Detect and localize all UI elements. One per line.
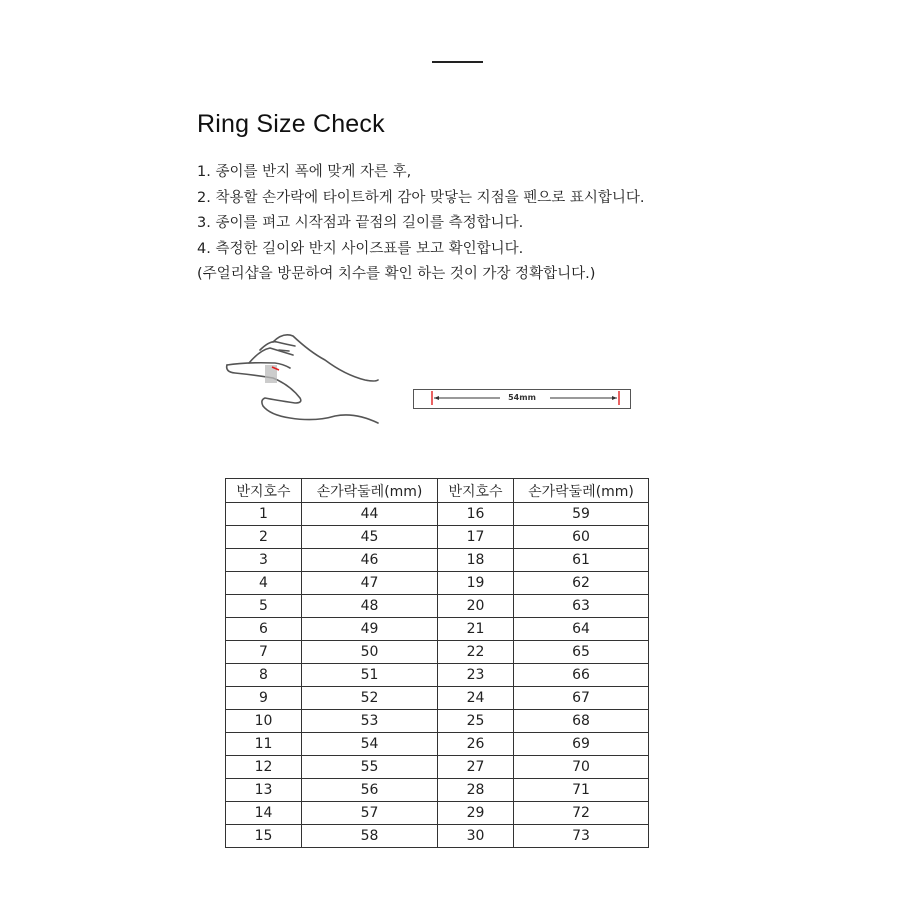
ring-size-cell: 16 xyxy=(438,503,514,526)
table-row xyxy=(226,687,649,710)
table-row xyxy=(226,825,649,848)
ring-size-cell: 10 xyxy=(226,710,302,733)
top-divider xyxy=(432,61,483,63)
ring-size-cell: 12 xyxy=(226,756,302,779)
circumference-cell: 69 xyxy=(514,733,649,756)
table-row xyxy=(226,595,649,618)
instruction-list xyxy=(197,160,645,288)
ring-size-cell: 9 xyxy=(226,687,302,710)
circumference-cell: 72 xyxy=(514,802,649,825)
instruction-note: (주얼리샵을 방문하여 치수를 확인 하는 것이 가장 정확합니다.) xyxy=(197,266,596,283)
circumference-cell: 73 xyxy=(514,825,649,848)
header-ring-size-1: 반지호수 xyxy=(226,479,302,503)
circumference-cell: 63 xyxy=(514,595,649,618)
ring-size-cell: 11 xyxy=(226,733,302,756)
ring-size-cell: 28 xyxy=(438,779,514,802)
circumference-cell: 58 xyxy=(302,825,438,848)
circumference-cell: 57 xyxy=(302,802,438,825)
ring-size-cell: 21 xyxy=(438,618,514,641)
table-row xyxy=(226,526,649,549)
ring-size-cell: 27 xyxy=(438,756,514,779)
ring-size-cell: 18 xyxy=(438,549,514,572)
ring-size-cell: 14 xyxy=(226,802,302,825)
table-header-row xyxy=(226,479,649,503)
ring-size-cell: 7 xyxy=(226,641,302,664)
circumference-cell: 55 xyxy=(302,756,438,779)
circumference-cell: 61 xyxy=(514,549,649,572)
instruction-step-2: 2. 착용할 손가락에 타이트하게 감아 맞닿는 지점을 펜으로 표시합니다. xyxy=(197,189,645,206)
ring-size-table xyxy=(225,478,649,848)
circumference-cell: 59 xyxy=(514,503,649,526)
table-row xyxy=(226,618,649,641)
ring-size-cell: 29 xyxy=(438,802,514,825)
ring-size-cell: 17 xyxy=(438,526,514,549)
ring-size-cell: 15 xyxy=(226,825,302,848)
table-row xyxy=(226,572,649,595)
instruction-step-4: 4. 측정한 길이와 반지 사이즈표를 보고 확인합니다. xyxy=(197,240,524,257)
circumference-cell: 67 xyxy=(514,687,649,710)
header-circumference-1: 손가락둘레(mm) xyxy=(302,479,438,503)
ring-size-cell: 23 xyxy=(438,664,514,687)
table-row xyxy=(226,641,649,664)
circumference-cell: 68 xyxy=(514,710,649,733)
ring-size-cell: 20 xyxy=(438,595,514,618)
header-ring-size-2: 반지호수 xyxy=(438,479,514,503)
ring-size-cell: 6 xyxy=(226,618,302,641)
instruction-step-1: 1. 종이를 반지 폭에 맞게 자른 후, xyxy=(197,164,412,180)
ring-size-cell: 4 xyxy=(226,572,302,595)
circumference-cell: 56 xyxy=(302,779,438,802)
table-row xyxy=(226,779,649,802)
ring-size-cell: 26 xyxy=(438,733,514,756)
circumference-cell: 60 xyxy=(514,526,649,549)
ring-size-cell: 1 xyxy=(226,503,302,526)
circumference-cell: 62 xyxy=(514,572,649,595)
ring-size-cell: 30 xyxy=(438,825,514,848)
table-row xyxy=(226,756,649,779)
circumference-cell: 66 xyxy=(514,664,649,687)
circumference-cell: 46 xyxy=(302,549,438,572)
table-row xyxy=(226,710,649,733)
circumference-cell: 48 xyxy=(302,595,438,618)
ring-size-cell: 8 xyxy=(226,664,302,687)
circumference-cell: 53 xyxy=(302,710,438,733)
ring-size-cell: 25 xyxy=(438,710,514,733)
table-row xyxy=(226,664,649,687)
instruction-step-3: 3. 종이를 펴고 시작점과 끝점의 길이를 측정합니다. xyxy=(197,215,524,232)
circumference-cell: 49 xyxy=(302,618,438,641)
ring-size-cell: 3 xyxy=(226,549,302,572)
circumference-cell: 65 xyxy=(514,641,649,664)
circumference-cell: 44 xyxy=(302,503,438,526)
table-row xyxy=(226,549,649,572)
hand-with-paper-strip-icon xyxy=(215,320,405,440)
ring-size-cell: 2 xyxy=(226,526,302,549)
circumference-cell: 54 xyxy=(302,733,438,756)
ring-size-cell: 13 xyxy=(226,779,302,802)
circumference-cell: 50 xyxy=(302,641,438,664)
circumference-cell: 71 xyxy=(514,779,649,802)
circumference-cell: 45 xyxy=(302,526,438,549)
ring-size-cell: 24 xyxy=(438,687,514,710)
circumference-cell: 51 xyxy=(302,664,438,687)
header-circumference-2: 손가락둘레(mm) xyxy=(514,479,649,503)
circumference-cell: 47 xyxy=(302,572,438,595)
table-body xyxy=(226,503,649,848)
circumference-cell: 64 xyxy=(514,618,649,641)
ring-size-cell: 19 xyxy=(438,572,514,595)
measured-paper-strip xyxy=(413,389,631,409)
ring-size-cell: 22 xyxy=(438,641,514,664)
measure-label: 54mm xyxy=(508,393,536,402)
page-title: Ring Size Check xyxy=(197,110,385,138)
circumference-cell: 70 xyxy=(514,756,649,779)
table-row xyxy=(226,733,649,756)
circumference-cell: 52 xyxy=(302,687,438,710)
table-row xyxy=(226,503,649,526)
ring-size-cell: 5 xyxy=(226,595,302,618)
table-row xyxy=(226,802,649,825)
